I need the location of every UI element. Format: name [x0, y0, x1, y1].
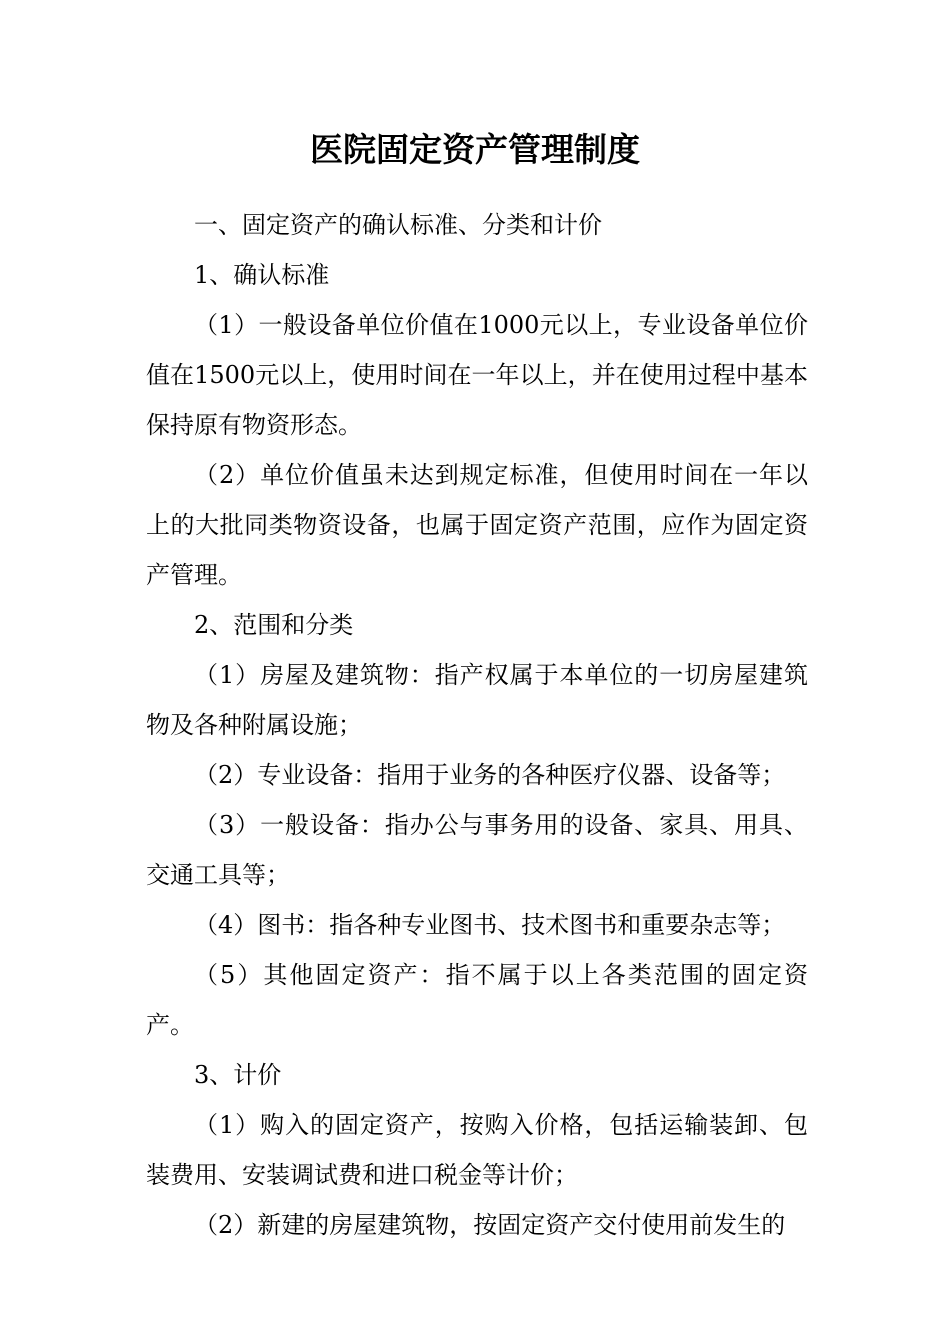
paragraph-scope-4: （4）图书：指各种专业图书、技术图书和重要杂志等；: [194, 911, 786, 939]
paragraph-valuation-2: （2）新建的房屋建筑物，按固定资产交付使用前发生的: [194, 1211, 786, 1239]
paragraph-valuation-1: （1）购入的固定资产，按购入价格，包括运输装卸、包装费用、安装调试费和进口税金等计价；: [146, 1111, 808, 1189]
paragraph-confirmation-2: （2）单位价值虽未达到规定标准，但使用时间在一年以上的大批同类物资设备，也属于固定资产范围，应作为固定资产管理。: [146, 461, 808, 589]
paragraph-scope-1: （1）房屋及建筑物：指产权属于本单位的一切房屋建筑物及各种附属设施；: [146, 661, 808, 739]
paragraph-scope-3: （3）一般设备：指办公与事务用的设备、家具、用具、交通工具等；: [146, 811, 808, 889]
subsection-heading-confirmation: 1、确认标准: [194, 261, 330, 289]
paragraph-confirmation-1: （1）一般设备单位价值在1000元以上，专业设备单位价值在1500元以上，使用时间在一年以上，并在使用过程中基本保持原有物资形态。: [146, 311, 808, 439]
document-body: [146, 200, 808, 1250]
document-title: 医院固定资产管理制度: [310, 130, 640, 169]
subsection-heading-scope: 2、范围和分类: [194, 611, 354, 639]
subsection-heading-valuation: 3、计价: [194, 1061, 282, 1089]
paragraph-scope-2: （2）专业设备：指用于业务的各种医疗仪器、设备等；: [194, 761, 786, 789]
section-heading-1: 一、固定资产的确认标准、分类和计价: [194, 211, 602, 239]
paragraph-scope-5: （5）其他固定资产：指不属于以上各类范围的固定资产。: [146, 961, 808, 1039]
